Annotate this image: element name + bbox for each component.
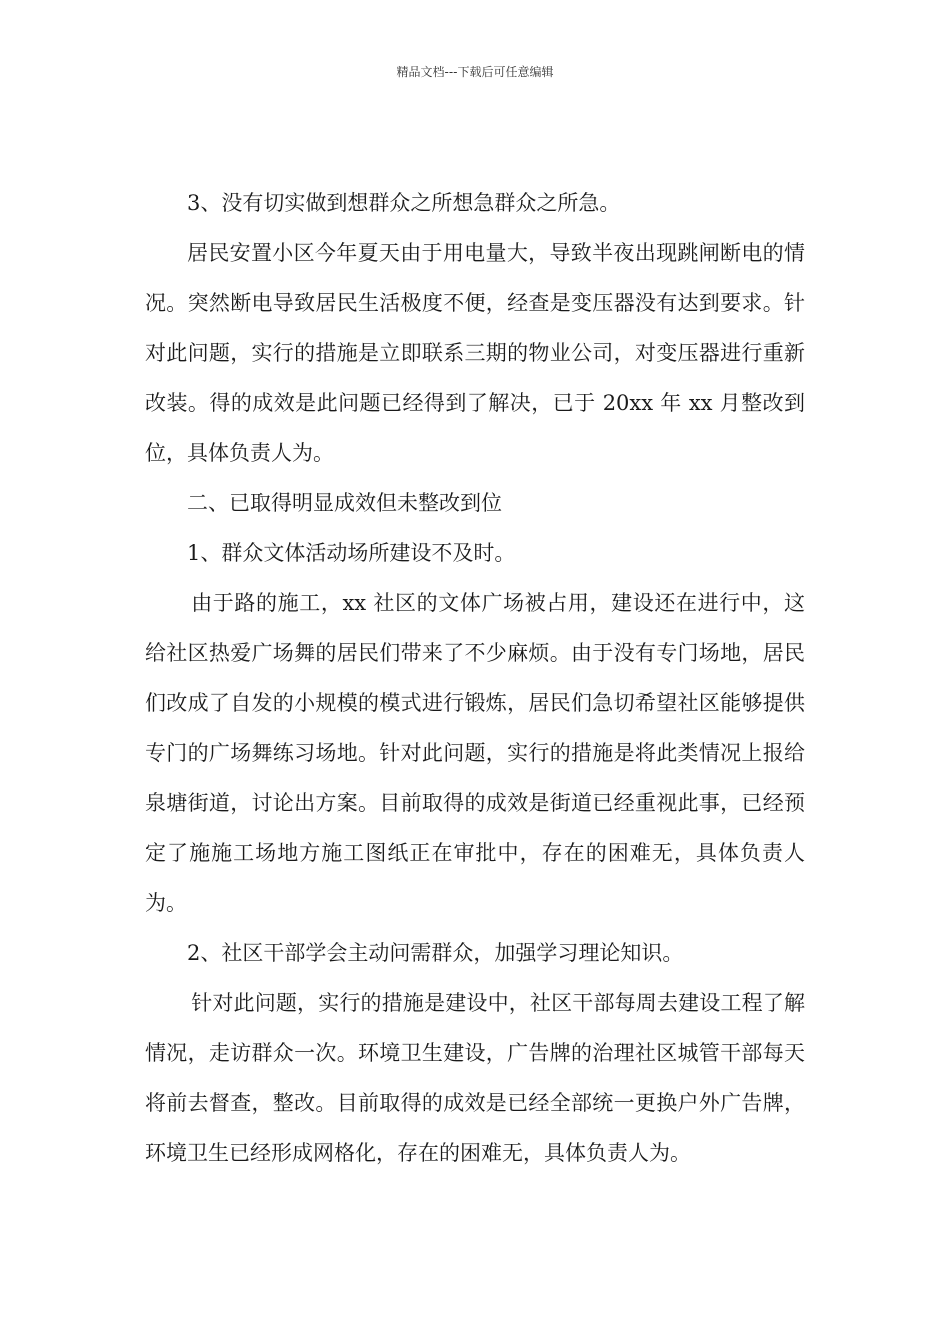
document-body (145, 178, 805, 1178)
paragraph-item-3-heading: 3、没有切实做到想群众之所想急群众之所急。 (187, 191, 621, 215)
section-heading-two: 二、已取得明显成效但未整改到位 (187, 491, 502, 515)
page-header: 精品文档---下载后可任意编辑 (396, 65, 554, 79)
paragraph-item-1-heading: 1、群众文体活动场所建设不及时。 (187, 541, 516, 565)
paragraph-cadre-measures: 针对此问题，实行的措施是建设中，社区干部每周去建设工程了解情况，走访群众一次。环境卫生建设，广告牌的治理社区城管干部每天将前去督查，整改。目前取得的成效是已经全部统一更换户外广告牌，环境卫生已经形成网格化，存在的困难无，具体负责人为。 (145, 991, 805, 1165)
paragraph-item-2-heading: 2、社区干部学会主动问需群众，加强学习理论知识。 (187, 941, 684, 965)
paragraph-power-outage: 居民安置小区今年夏天由于用电量大，导致半夜出现跳闸断电的情况。突然断电导致居民生活极度不便，经查是变压器没有达到要求。针对此问题，实行的措施是立即联系三期的物业公司，对变压器进行重新改装。得的成效是此问题已经得到了解决，已于 20xx 年 xx 月整改到位，具体负责人为。 (145, 241, 805, 465)
paragraph-activity-venue: 由于路的施工，xx 社区的文体广场被占用，建设还在进行中，这给社区热爱广场舞的居民们带来了不少麻烦。由于没有专门场地，居民们改成了自发的小规模的模式进行锻炼，居民们急切希望社区能够提供专门的广场舞练习场地。针对此问题，实行的措施是将此类情况上报给泉塘街道，讨论出方案。目前取得的成效是街道已经重视此事，已经预定了施施工场地方施工图纸正在审批中，存在的困难无，具体负责人为。 (145, 591, 805, 915)
